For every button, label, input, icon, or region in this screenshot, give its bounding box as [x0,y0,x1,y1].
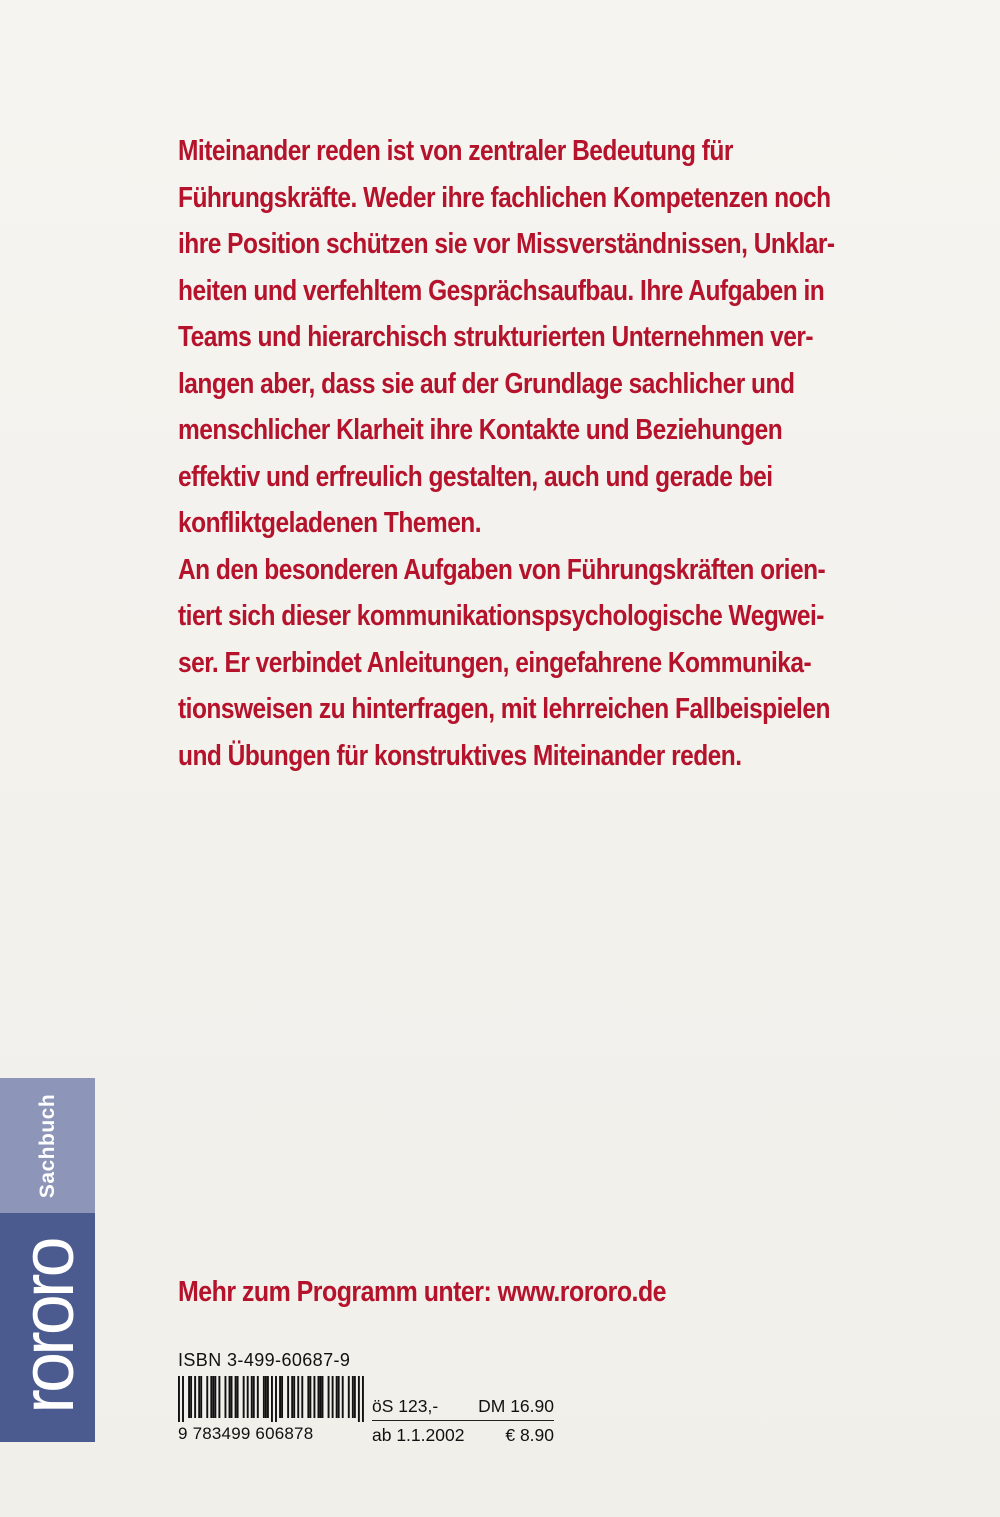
barcode-bar [342,1376,344,1418]
barcode-bar [352,1376,354,1418]
barcode-bar [263,1376,265,1418]
blurb-line: effektiv und erfreulich gestalten, auch und gerade bei [178,460,773,493]
barcode-bar [297,1376,299,1418]
barcode-bar [253,1376,255,1418]
barcode-bar [322,1376,324,1418]
barcode-bar [332,1376,334,1418]
barcode-bar [206,1376,208,1418]
barcode-bar [362,1376,364,1422]
barcode-bar [271,1376,273,1422]
barcode-bar [247,1376,249,1418]
barcode-bar [275,1376,277,1422]
barcode-bar [229,1376,231,1418]
barcode-bar [318,1376,320,1418]
blurb-line: menschlicher Klarheit ihre Kontakte und Beziehungen [178,414,783,446]
barcode-bar [200,1376,202,1418]
isbn-number: ISBN 3-499-60687-9 [178,1350,351,1370]
barcode-bar [231,1376,233,1418]
barcode-bar [281,1376,283,1418]
barcode-bar [267,1376,269,1418]
barcode-bar [293,1376,295,1418]
barcode-bar [225,1376,227,1418]
price-table [372,1392,554,1449]
barcode-bar [328,1376,330,1418]
barcode-bar [338,1376,340,1418]
blurb-line: ihre Position schützen sie vor Missverständnissen, Unklar- [178,228,835,260]
barcode-bar [194,1376,196,1418]
barcode-bar [309,1376,311,1418]
price-row [372,1421,554,1449]
category-tab [0,1078,95,1213]
barcode-bar [198,1376,200,1418]
blurb-line: An den besonderen Aufgaben von Führungskräften orien- [178,553,826,586]
barcode-icon [178,1376,364,1422]
barcode-bar [235,1376,237,1418]
imprint-logo-text: rororo [6,1240,89,1414]
barcode-bar [190,1376,192,1418]
blurb-text [178,128,835,779]
barcode-bar [358,1376,360,1422]
barcode-bar [212,1376,214,1418]
barcode-bar [237,1376,239,1418]
barcode-bar [218,1376,220,1418]
barcode-digits: 9 783499 606878 [178,1424,314,1443]
blurb-line: Führungskräfte. Weder ihre fachlichen Kompetenzen noch [178,181,831,214]
barcode-bar [301,1376,303,1418]
barcode-bar [214,1376,216,1418]
blurb-line: langen aber, dass sie auf der Grundlage sachlicher und [178,367,795,400]
blurb-line: tiert sich dieser kommunikationspsychologische Wegwei- [178,600,824,632]
price-value: € 8.90 [505,1425,554,1445]
category-label: Sachbuch [36,1093,59,1199]
barcode-bar [182,1376,184,1422]
barcode-bar [257,1376,259,1418]
barcode-bar [265,1376,267,1418]
blurb-line: und Übungen für konstruktives Miteinander reden. [178,739,742,772]
price-label: ab 1.1.2002 [372,1425,465,1445]
barcode-bar [210,1376,212,1418]
barcode-bar [188,1376,190,1418]
price-value: DM 16.90 [478,1396,554,1416]
barcode-bar [178,1376,180,1422]
imprint-logo [0,1213,95,1442]
blurb-line: ser. Er verbindet Anleitungen, eingefahrene Kommunika- [178,646,812,679]
barcode-bar [287,1376,289,1418]
barcode-bar [348,1376,350,1418]
series-label [0,1078,95,1442]
blurb-line: heiten und verfehltem Gesprächsaufbau. Ihre Aufgaben in [178,274,825,307]
price-label: öS 123,- [372,1396,439,1416]
barcode-bar [251,1376,253,1418]
website-promo: Mehr zum Programm unter: www.rororo.de [178,1276,667,1308]
barcode-bar [243,1376,245,1418]
barcode-bar [307,1376,309,1418]
blurb-line: Miteinander reden ist von zentraler Bedeutung für [178,135,733,167]
barcode-bar [354,1376,356,1418]
barcode-bar [313,1376,315,1418]
barcode-bar [320,1376,322,1418]
barcode-bar [336,1376,338,1418]
blurb-line: tionsweisen zu hinterfragen, mit lehrreichen Fallbeispielen [178,693,830,725]
blurb-line: Teams und hierarchisch strukturierten Unternehmen ver- [178,321,814,353]
barcode-bar [279,1376,281,1418]
barcode-bar [291,1376,293,1418]
price-row [372,1392,554,1421]
blurb-line: konfliktgeladenen Themen. [178,507,482,539]
